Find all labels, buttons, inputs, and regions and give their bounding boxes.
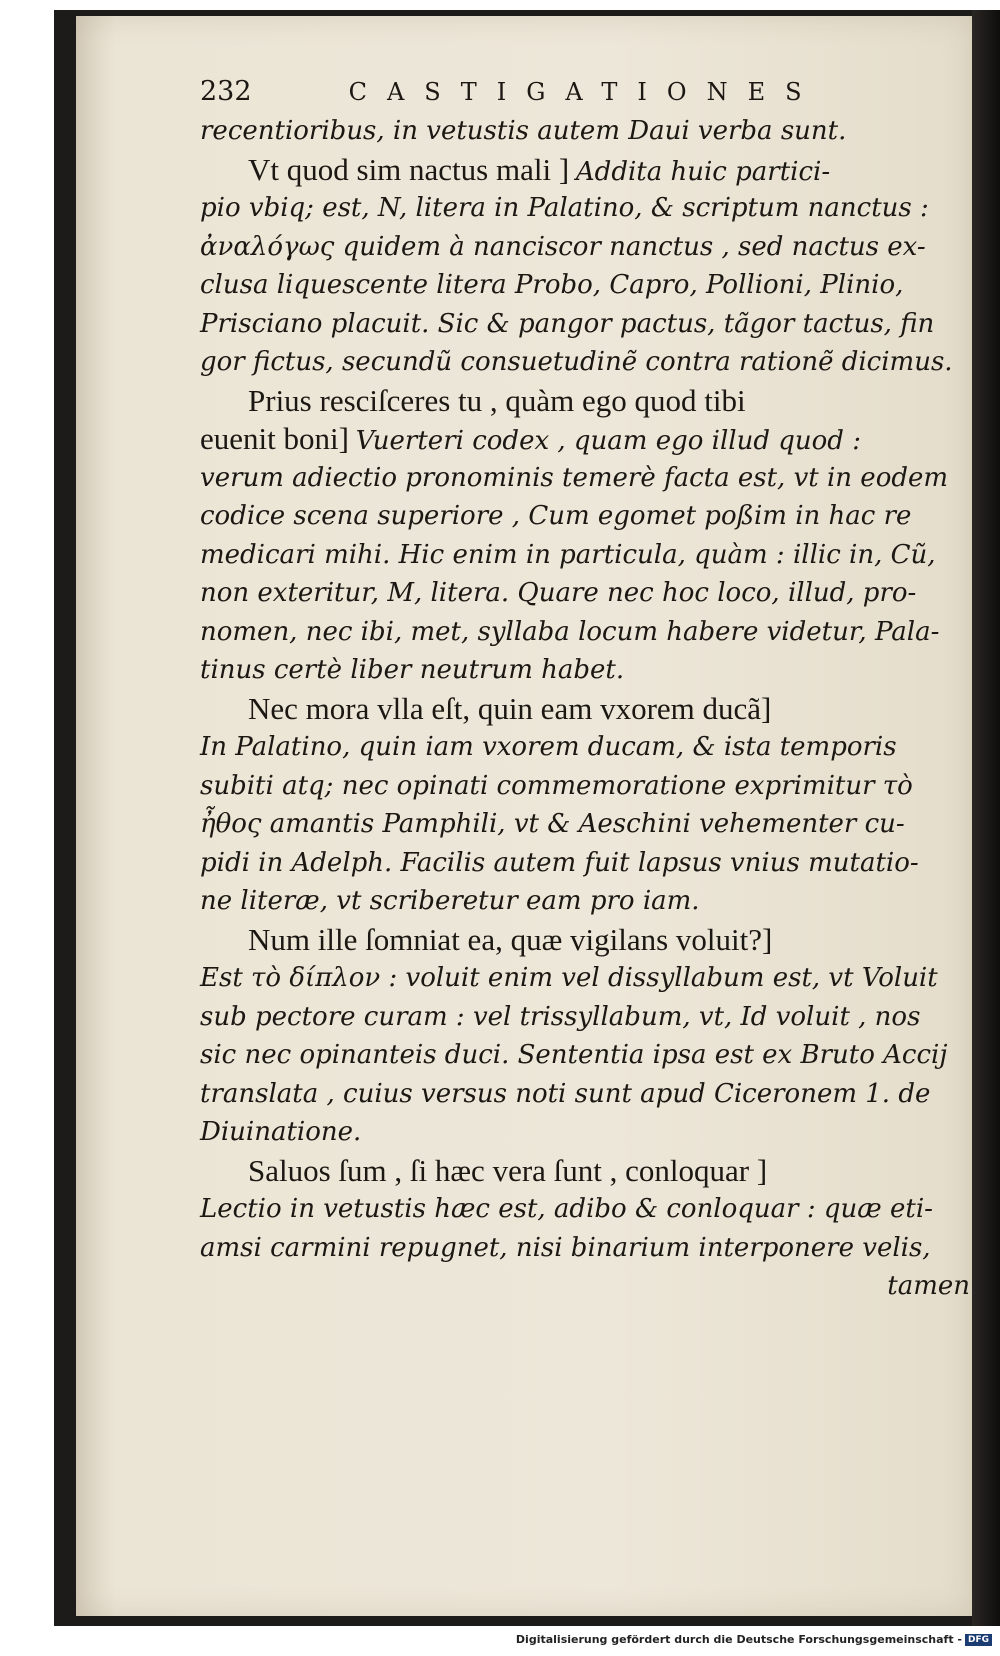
- body-text: [200, 112, 970, 1306]
- lemma: Nec mora vlla eſt, quin eam vxorem ducã]: [248, 690, 772, 726]
- lemma: Vt quod sim nactus mali ]: [248, 151, 570, 187]
- line-text: verum adiectio pronominis temerè facta est, vt in eodem: [200, 462, 949, 493]
- text-line: [200, 497, 970, 536]
- line-text: sic nec opinanteis duci. Sententia ipsa est ex Bruto Accij: [200, 1040, 948, 1070]
- text-line: [200, 228, 970, 267]
- text-line: [200, 613, 970, 652]
- lemma: euenit boni]: [200, 421, 349, 456]
- credit-text: Digitalisierung gefördert durch die Deutsche Forschungsgemeinschaft -: [515, 1633, 962, 1646]
- line-text: recentioribus, in vetustis autem Daui verba sunt.: [200, 116, 847, 146]
- text-line: [200, 1036, 970, 1075]
- text-line: [200, 1075, 970, 1114]
- line-text: Prisciano placuit. Sic & pangor pactus, tãgor tactus, fin: [200, 308, 935, 339]
- text-line: [200, 1267, 970, 1306]
- text-line: [200, 536, 970, 575]
- line-text: non exteritur, M, litera. Quare nec hoc loco, illud, pro-: [200, 578, 917, 608]
- text-line: [200, 189, 970, 228]
- text-line: [200, 844, 970, 883]
- line-text: In Palatino, quin iam vxorem ducam, & ista temporis: [200, 732, 897, 762]
- text-line: [200, 805, 970, 844]
- text-line: [200, 112, 970, 151]
- line-text: codice scena superiore , Cum egomet poßim in hac re: [200, 501, 912, 531]
- text-line: [200, 767, 970, 806]
- text-line: [200, 921, 970, 960]
- text-line: [200, 343, 970, 382]
- text-line: [200, 1190, 970, 1229]
- line-text: tinus certè liber neutrum habet.: [200, 655, 625, 685]
- lemma: Num ille ſomniat ea, quæ vigilans voluit?]: [248, 921, 773, 957]
- page-number: 232: [200, 76, 252, 107]
- line-text: translata , cuius versus noti sunt apud Ciceronem 1. de: [200, 1078, 931, 1109]
- line-text: gor fictus, secundũ consuetudinẽ contra rationẽ dicimus.: [200, 347, 953, 377]
- text-line: [200, 420, 970, 459]
- text-line: [200, 382, 970, 421]
- line-text: pidi in Adelph. Facilis autem fuit lapsus vnius mutatio-: [200, 847, 919, 878]
- text-line: [200, 651, 970, 690]
- line-text: Diuinatione.: [200, 1117, 362, 1147]
- text-line: [200, 959, 970, 998]
- line-text: nomen, nec ibi, met, syllaba locum habere videtur, Pala-: [200, 616, 940, 647]
- page-header: [200, 72, 970, 112]
- page-text-block: [200, 72, 970, 1306]
- commentary-text: Addita huic partici-: [575, 156, 831, 187]
- commentary-text: Vuerteri codex , quam ego illud quod :: [355, 426, 861, 456]
- text-line: [200, 151, 970, 190]
- line-text: ne literæ, vt scriberetur eam pro iam.: [200, 886, 700, 916]
- line-text: subiti atq; nec opinati commemoratione exprimitur τὸ: [200, 770, 913, 801]
- text-line: [200, 998, 970, 1037]
- line-text: Est τὸ δίπλον : voluit enim vel dissyllabum est, vt Voluit: [200, 963, 938, 993]
- text-line: [200, 1152, 970, 1191]
- text-line: [200, 690, 970, 729]
- running-title: CASTIGATIONES: [348, 78, 822, 106]
- text-line: [200, 1113, 970, 1152]
- line-text: sub pectore curam : vel trissyllabum, vt, Id voluit , nos: [200, 1001, 921, 1032]
- text-line: [200, 882, 970, 921]
- line-text: pio vbiq; est, N, litera in Palatino, & scriptum nanctus :: [200, 193, 929, 223]
- text-line: [200, 266, 970, 305]
- line-text: ἦθος amantis Pamphili, vt & Aeschini vehementer cu-: [200, 809, 905, 839]
- line-text: clusa liquescente litera Probo, Capro, Pollioni, Plinio,: [200, 270, 904, 300]
- text-line: [200, 728, 970, 767]
- page-edge: [972, 10, 1000, 1626]
- line-text: ἀναλόγως quidem à nanciscor nanctus , sed nactus ex-: [200, 231, 926, 262]
- line-text: Lectio in vetustis hæc est, adibo & conloquar : quæ eti-: [200, 1194, 933, 1224]
- catchword: tamen: [887, 1271, 970, 1301]
- text-line: [200, 1229, 970, 1268]
- text-line: [200, 305, 970, 344]
- lemma: Saluos ſum , ſi hæc vera ſunt , conloquar ]: [248, 1152, 768, 1188]
- dfg-logo: DFG: [965, 1634, 992, 1646]
- text-line: [200, 459, 970, 498]
- text-line: [200, 574, 970, 613]
- line-text: amsi carmini repugnet, nisi binarium interponere velis,: [200, 1232, 931, 1263]
- line-text: medicari mihi. Hic enim in particula, quàm : illic in, Cũ,: [200, 539, 936, 570]
- lemma: Prius resciſceres tu , quàm ego quod tibi: [248, 382, 746, 418]
- digitization-credit: [516, 1633, 992, 1646]
